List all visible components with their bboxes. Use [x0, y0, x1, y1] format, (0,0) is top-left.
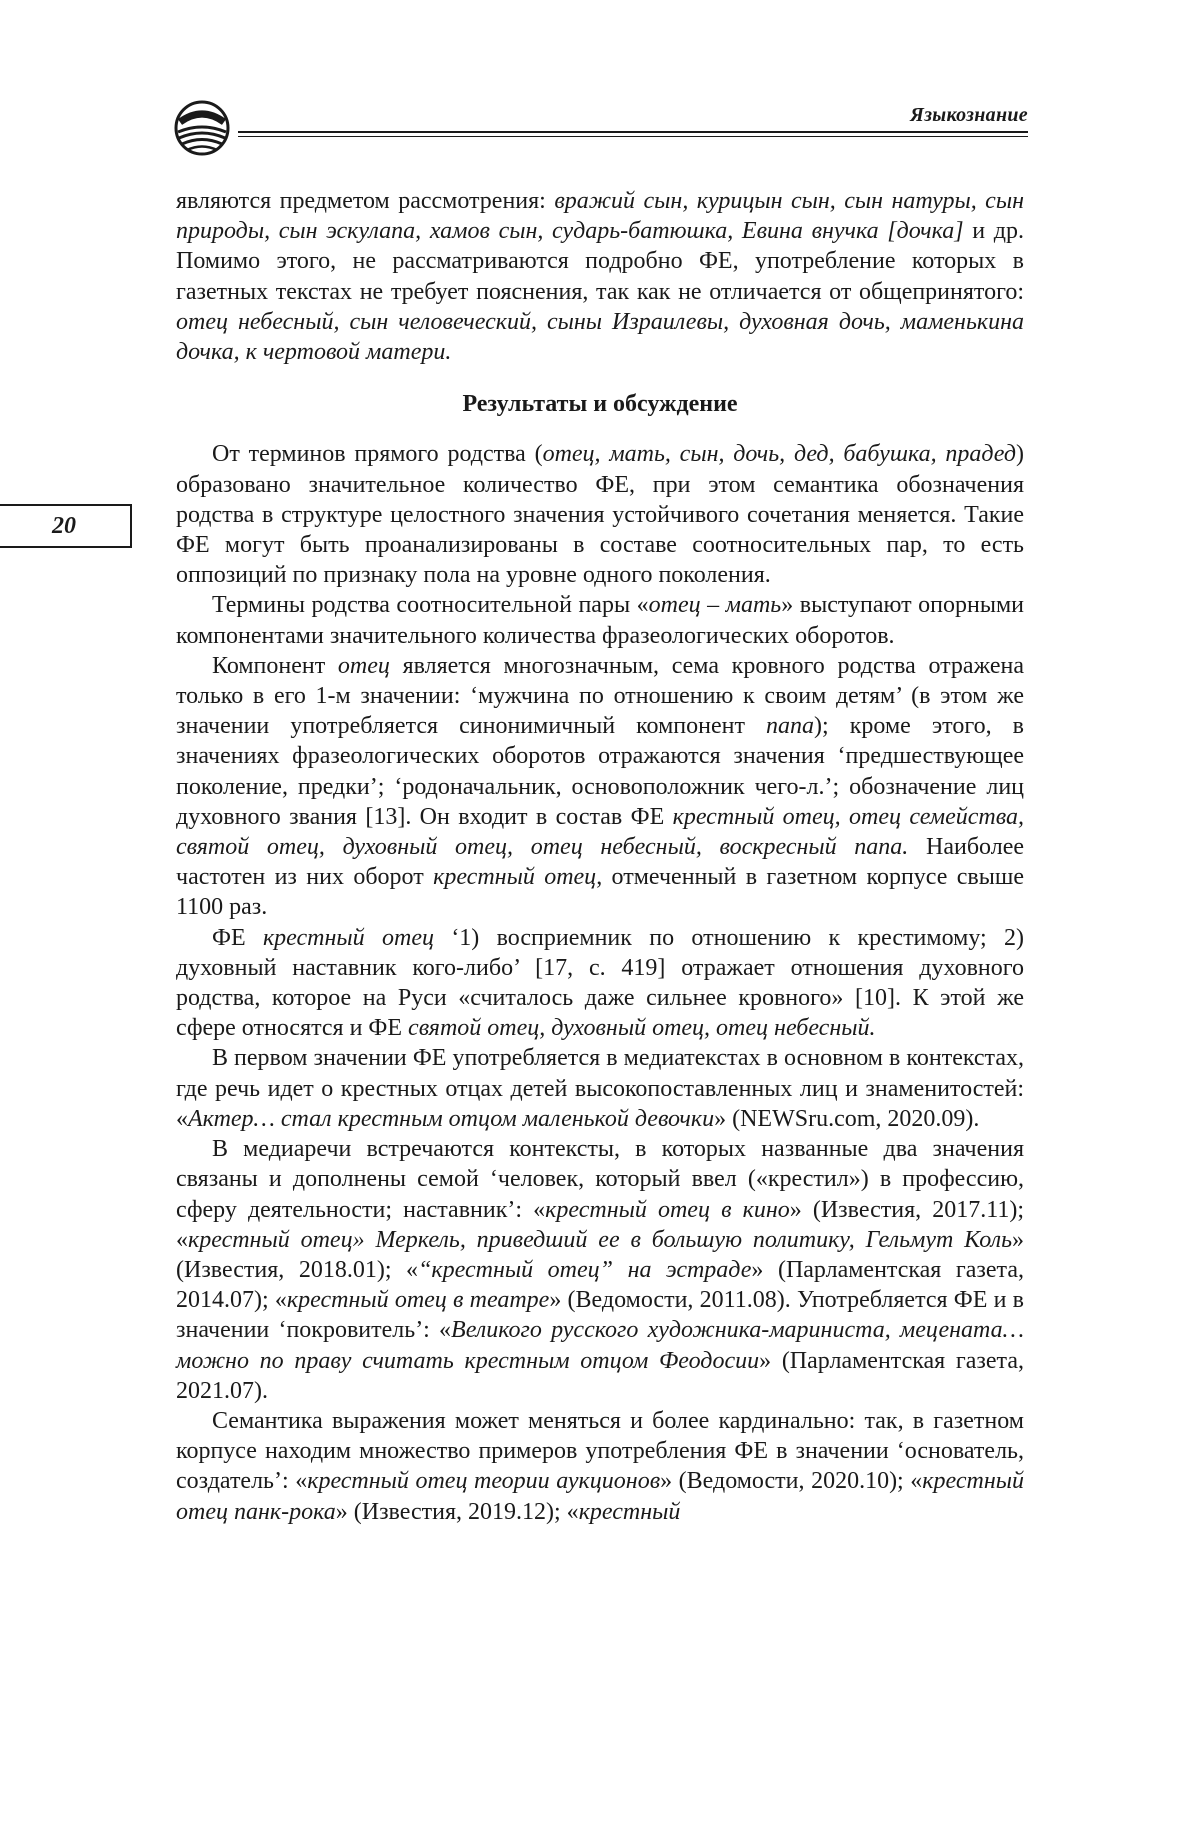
- italic-example: крестный отец в театре: [286, 1287, 550, 1314]
- text-run: » (Известия, 2018.01); «: [176, 1226, 1024, 1283]
- italic-example: отец: [337, 652, 390, 679]
- italic-example: святой отец, духовный отец, отец небесный.: [408, 1015, 876, 1042]
- text-run: являются предметом рассмотрения:: [176, 188, 555, 214]
- italic-example: отец – мать: [648, 592, 782, 619]
- header-rule-thick: [238, 131, 1028, 133]
- journal-section-name: Языкознание: [910, 104, 1028, 126]
- text-run: В первом значении ФЕ употребляется в медиатекстах в основном в контекстах, где речь идет о крестных отцах детей высокопоставленных лиц и знаменитостей: «: [176, 1045, 1024, 1132]
- text-run: » (Парламентская газета, 2014.07); «: [176, 1256, 1024, 1314]
- text-run: , отмеченный в газетном корпусе свыше 1100 раз.: [176, 864, 1024, 921]
- text-run: является многозначным, сема кровного родства отражена только в его 1-м значении: ‘мужчина по отношению к своим детям’ (в этом же значении употребляется синонимичный компонент: [176, 652, 1025, 740]
- text-run: » (NEWSru.com, 2020.09).: [714, 1105, 980, 1132]
- paragraph: [176, 186, 1024, 367]
- text-run: » (Известия, 2019.12); «: [335, 1498, 579, 1525]
- text-run: » (Ведомости, 2011.08). Употребляется ФЕ и в значении ‘покровитель’: «: [176, 1287, 1025, 1344]
- italic-example: крестный отец в кино: [545, 1196, 790, 1223]
- text-run: В медиаречи встречаются контексты, в которых названные два значения связаны и дополнены семой ‘человек, который ввел («крестил») в профессию, сферу деятельности; наставник’: «: [176, 1136, 1024, 1223]
- italic-example: крестный отец теории аукционов: [307, 1468, 661, 1495]
- paragraph: [176, 1134, 1024, 1406]
- text-run: Компонент: [212, 652, 338, 679]
- italic-example: крестный отец: [433, 864, 597, 891]
- italic-example: Великого русского художника-мариниста, мецената… можно по праву считать крестным отцом Феодосии: [176, 1317, 1024, 1374]
- paragraph: [176, 651, 1024, 923]
- italic-example: крестный отец панк-рока: [176, 1468, 1024, 1525]
- italic-example: папа: [766, 713, 815, 740]
- italic-example: крестный: [578, 1498, 681, 1525]
- paragraph: [176, 1406, 1024, 1527]
- text-run: Семантика выражения может меняться и более кардинально: так, в газетном корпусе находим множество примеров употребления ФЕ в значении ‘основатель, создатель’: «: [176, 1407, 1024, 1495]
- italic-example: отец, мать, сын, дочь, дед, бабушка, прадед: [542, 441, 1016, 468]
- section-title: Результаты и обсуждение: [462, 391, 738, 418]
- text-run: От терминов прямого родства (: [212, 441, 543, 468]
- text-run: » выступают опорными компонентами значительного количества фразеологических оборотов.: [176, 592, 1024, 649]
- text-run: » (Ведомости, 2020.10); «: [660, 1468, 923, 1495]
- paragraph: [176, 1043, 1024, 1134]
- journal-logo-icon: [172, 100, 232, 160]
- page-number-tab: [0, 504, 132, 548]
- italic-example: крестный отец, отец семейства, святой отец, духовный отец, отец небесный, воскресный папа.: [176, 803, 1024, 861]
- italic-example: крестный отец: [262, 924, 434, 951]
- text-run: ФЕ: [212, 924, 263, 951]
- text-run: Наиболее частотен из них оборот: [176, 834, 1024, 891]
- paragraph: [176, 923, 1024, 1044]
- italic-example: отец небесный, сын человеческий, сыны Израилевы, духовная дочь, маменькина дочка, к чертовой матери.: [176, 308, 1024, 366]
- running-header: [172, 100, 1028, 160]
- text-run: и др. Помимо этого, не рассматриваются подробно ФЕ, употребление которых в газетных текстах не требует пояснения, так как не отличается от общепринятого:: [176, 218, 1024, 305]
- page-number: 20: [52, 512, 76, 539]
- text-run: ‘1) восприемник по отношению к крестимому; 2) духовный наставник кого-либо’ [17, с. 419] отражает отношения духовного родства, которое на Руси «считалось даже сильнее кровного» [10]. К этой же сфере относятся и ФЕ: [176, 924, 1024, 1042]
- text-run: » (Парламентская газета, 2021.07).: [176, 1347, 1024, 1404]
- paragraph: [176, 439, 1024, 590]
- text-run: ); кроме этого, в значениях фразеологических оборотов отражаются значения ‘предшествующее поколение, предки’; ‘родоначальник, основоположник чего-л.’; обозначение лиц духовного звания [13]. Он входит в состав ФЕ: [176, 713, 1024, 830]
- paragraph: [176, 590, 1024, 650]
- article-body: [176, 186, 1024, 1527]
- italic-example: “крестный отец” на эстраде: [418, 1256, 752, 1283]
- italic-example: крестный отец» Меркель, приведший ее в большую политику, Гельмут Коль: [188, 1226, 1012, 1253]
- text-run: Термины родства соотносительной пары «: [212, 592, 649, 619]
- text-run: » (Известия, 2017.11); «: [176, 1196, 1024, 1253]
- header-rule-thin: [238, 136, 1028, 137]
- italic-example: вражий сын, курицын сын, сын натуры, сын природы, сын эскулапа, хамов сын, сударь-батюшка, Евина внучка [дочка]: [176, 188, 1024, 245]
- italic-example: Актер… стал крестным отцом маленькой девочки: [188, 1105, 715, 1132]
- text-run: ) образовано значительное количество ФЕ, при этом семантика обозначения родства в структуре целостного значения устойчивого сочетания меняется. Такие ФЕ могут быть проанализированы в составе соотносительных пар, то есть оппозиций по признаку пола на уровне одного поколения.: [176, 441, 1024, 589]
